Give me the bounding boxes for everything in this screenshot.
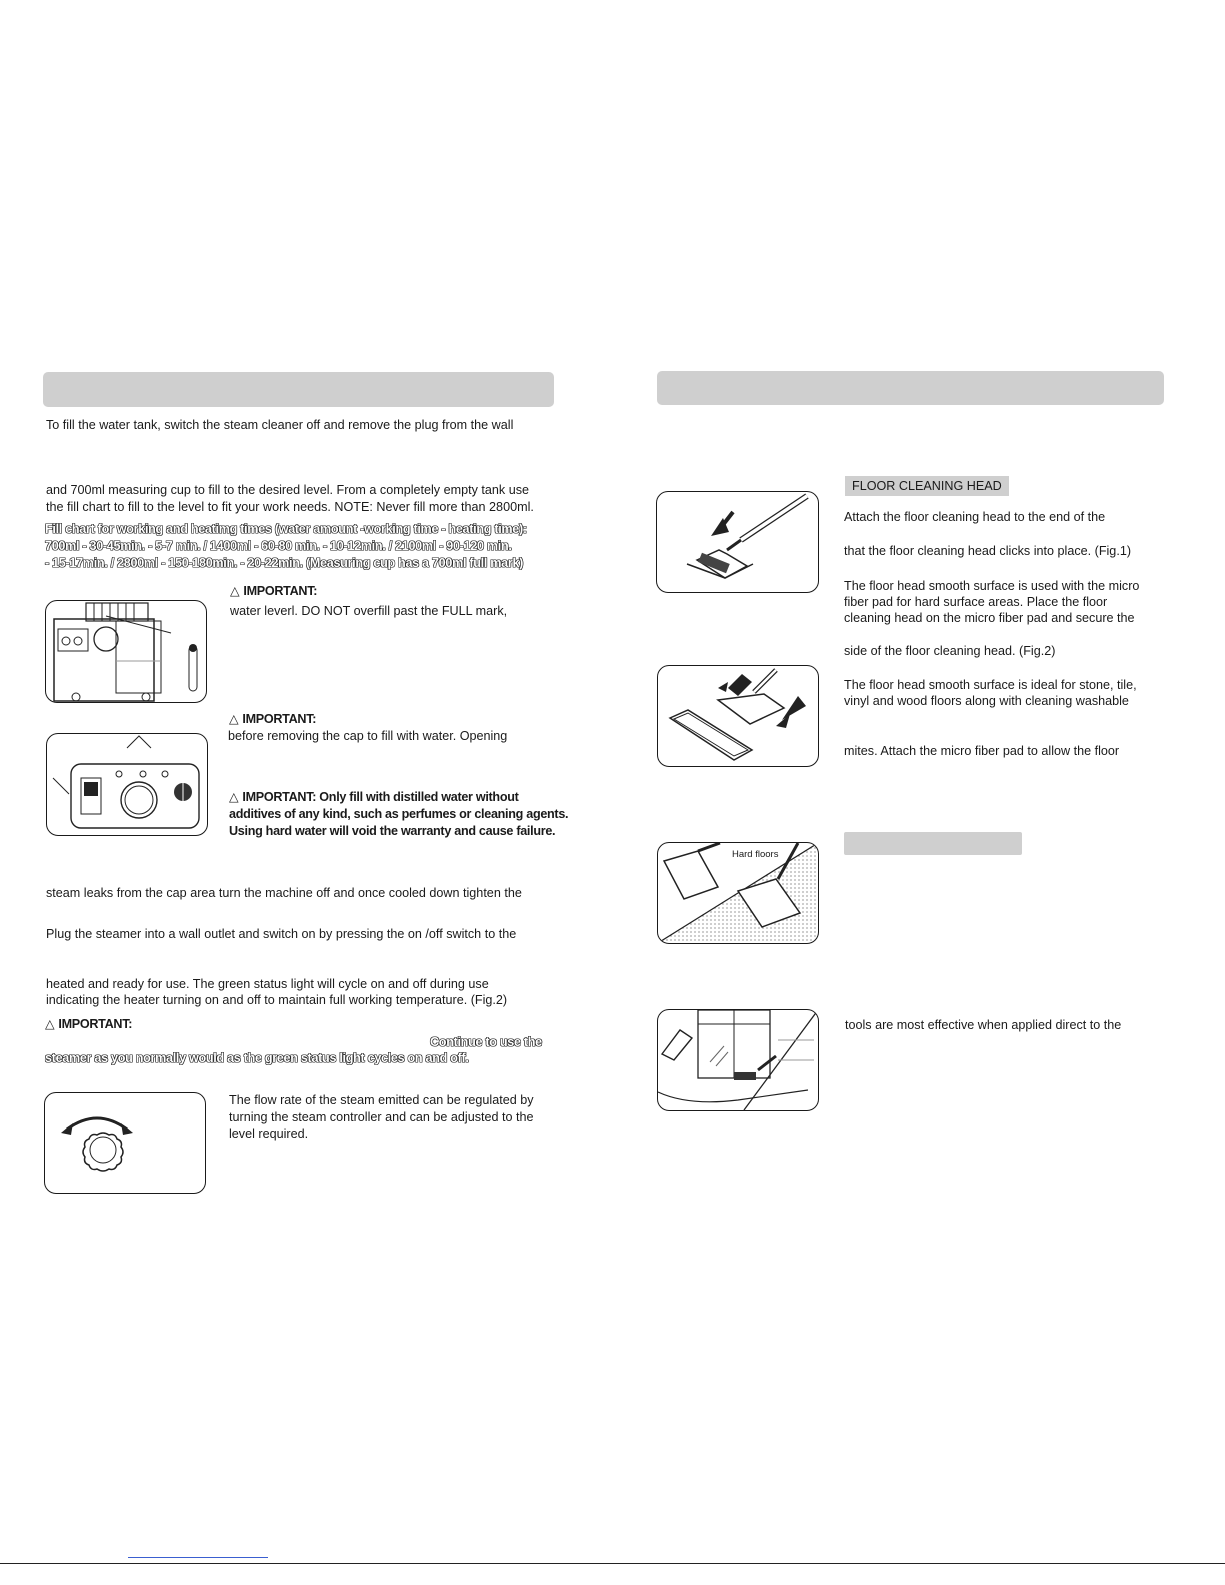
flow-text-line-1: The flow rate of the steam emitted can be regulated by xyxy=(229,1093,534,1107)
attach-text-line-2: that the floor cleaning head clicks into place. (Fig.1) xyxy=(844,544,1132,558)
plug-text: Plug the steamer into a wall outlet and switch on by pressing the on /off switch to the xyxy=(46,927,517,941)
smooth-text-line-1: The floor head smooth surface is used with the micro xyxy=(844,579,1140,593)
bottom-link-underline xyxy=(128,1557,268,1558)
fill-chart-line-3: - 15-17min. / 2800ml - 150-180min. - 20-22min. (Measuring cup has a 700ml full mark) xyxy=(45,556,524,570)
important-label-4: △ IMPORTANT: xyxy=(45,1017,133,1031)
heated-text-line-2: indicating the heater turning on and off to maintain full working temperature. (Fig.2) xyxy=(46,993,508,1007)
steamer-tank-figure xyxy=(45,600,207,703)
flow-text-line-2: turning the steam controller and can be adjusted to the xyxy=(229,1110,534,1124)
heated-text-line-1: heated and ready for use. The green status light will cycle on and off during use xyxy=(46,977,489,991)
floor-cleaning-head-tag: FLOOR CLEANING HEAD xyxy=(845,476,1009,496)
important-label-1: △ IMPORTANT: xyxy=(230,584,318,598)
important-2-text: before removing the cap to fill with water. Opening xyxy=(228,729,508,743)
hard-floors-label: Hard floors xyxy=(732,849,779,860)
micro-fiber-pad-figure xyxy=(657,665,819,767)
cup-text-line-1: and 700ml measuring cup to fill to the desired level. From a completely empty tank use xyxy=(46,483,529,497)
tools-text: tools are most effective when applied direct to the xyxy=(845,1018,1122,1032)
tools-figure xyxy=(657,1009,819,1111)
important-label-2: △ IMPORTANT: xyxy=(229,712,317,726)
ideal-text-line-1: The floor head smooth surface is ideal for stone, tile, xyxy=(844,678,1137,692)
warning-triangle-icon: △ xyxy=(229,790,239,804)
important-3-line-1: △ IMPORTANT: Only fill with distilled water without xyxy=(229,790,519,804)
flow-text-line-3: level required. xyxy=(229,1127,309,1141)
important-1-text: water leverl. DO NOT overfill past the FULL mark, xyxy=(230,604,508,618)
warning-triangle-icon: △ xyxy=(45,1017,55,1031)
ideal-text-line-2: vinyl and wood floors along with cleaning washable xyxy=(844,694,1129,708)
mites-text: mites. Attach the micro fiber pad to allow the floor xyxy=(844,744,1120,758)
steam-leaks-text: steam leaks from the cap area turn the machine off and once cooled down tighten the xyxy=(46,886,522,900)
smooth-text-line-2: fiber pad for hard surface areas. Place the floor xyxy=(844,595,1108,609)
important-3-line-3: Using hard water will void the warranty and cause failure. xyxy=(229,824,556,838)
hard-floors-figure xyxy=(657,842,819,944)
floor-head-attach-figure xyxy=(656,491,819,593)
fill-chart-line-1: Fill chart for working and heatimg times (water amount -working time - heating time): xyxy=(45,522,527,536)
control-panel-figure xyxy=(46,733,208,836)
steam-controller-figure xyxy=(44,1092,206,1194)
fill-intro-text: To fill the water tank, switch the steam cleaner off and remove the plug from the wall xyxy=(46,418,514,432)
fill-chart-line-2: 700ml - 30-45min. - 5-7 min. / 1400ml - 60-80 min. - 10-12min. / 2100ml - 90-120 min. xyxy=(45,539,512,553)
cup-text-line-2: the fill chart to fill to the level to fit your work needs. NOTE: Never fill more than 2800ml. xyxy=(46,500,534,514)
left-section-header-bar xyxy=(43,372,554,407)
warning-triangle-icon: △ xyxy=(230,584,240,598)
smooth-text-line-4: side of the floor cleaning head. (Fig.2) xyxy=(844,644,1056,658)
bottom-page-rule xyxy=(0,1563,1225,1564)
important-3-line-2: additives of any kind, such as perfumes or cleaning agents. xyxy=(229,807,569,821)
hard-floors-subheader-bar xyxy=(844,832,1022,855)
continue-text-line-1: Continue to use the xyxy=(430,1035,542,1049)
smooth-text-line-3: cleaning head on the micro fiber pad and secure the xyxy=(844,611,1135,625)
continue-text-line-2: steamer as you normally would as the green status light cycles on and off. xyxy=(45,1051,469,1065)
right-section-header-bar xyxy=(657,371,1164,405)
warning-triangle-icon: △ xyxy=(229,712,239,726)
attach-text-line-1: Attach the floor cleaning head to the end of the xyxy=(844,510,1106,524)
